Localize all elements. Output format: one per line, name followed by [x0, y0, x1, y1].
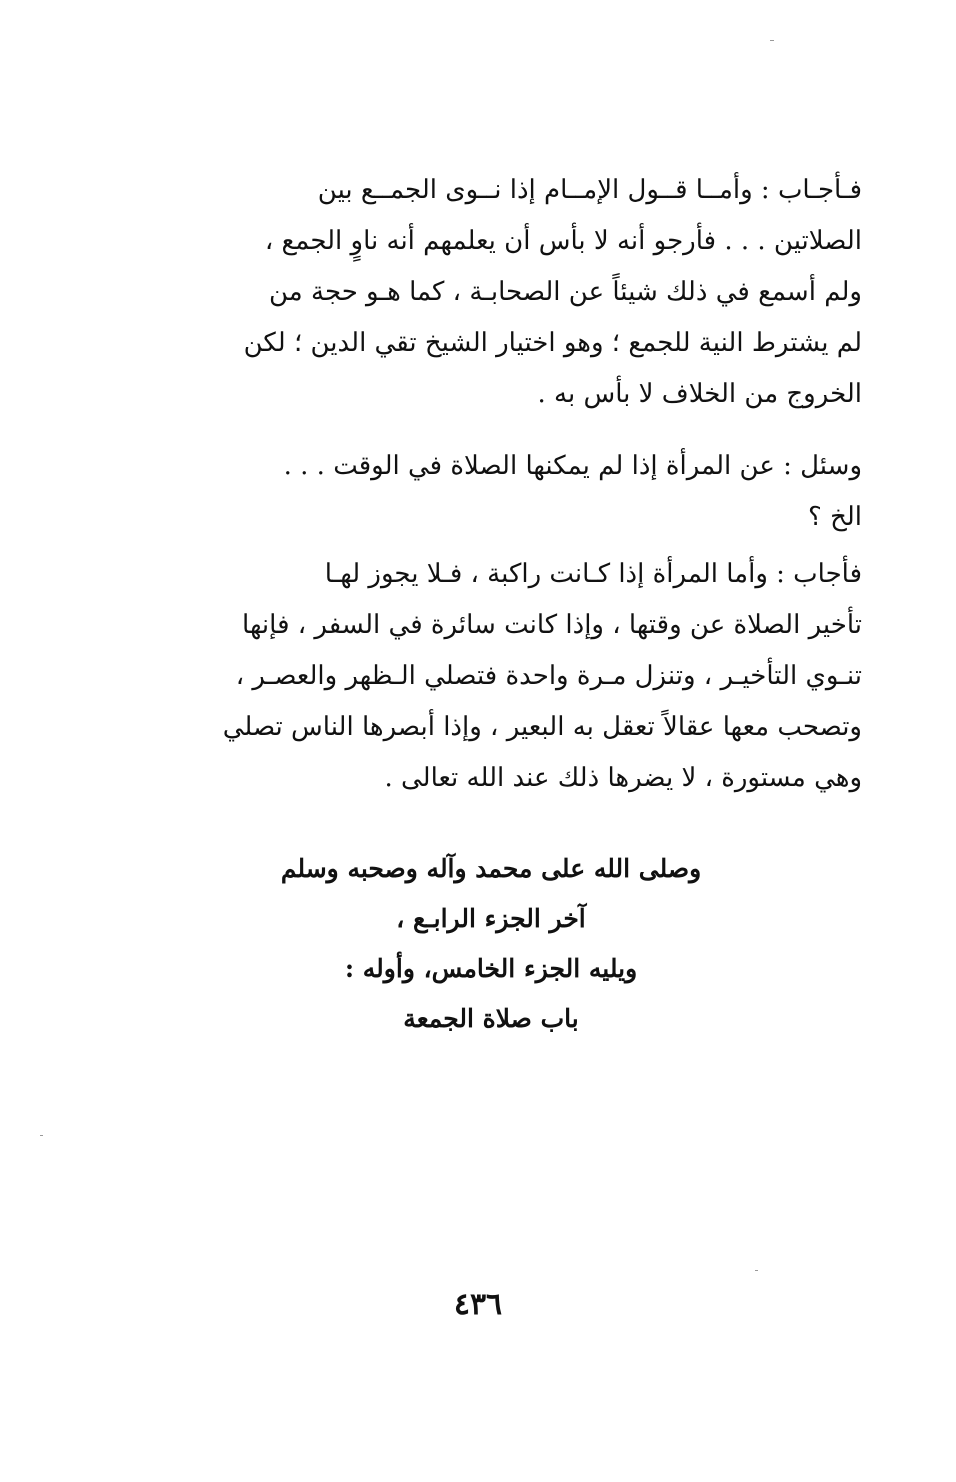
- scan-speck: [755, 1270, 758, 1271]
- text-line: الصلاتين . . . فأرجو أنه لا بأس أن يعلمهم أنه ناوٍ الجمع ،: [264, 226, 862, 256]
- text-line: وسئل : عن المرأة إذا لم يمكنها الصلاة في الوقت . . .: [283, 451, 862, 481]
- page-number: ٤٣٦: [453, 1287, 503, 1322]
- text-line: تأخير الصلاة عن وقتها ، وإذا كانت سائرة في السفر ، فإنها: [242, 610, 862, 640]
- closing-line: آخر الجزء الرابـع ،: [396, 904, 586, 933]
- text-line: فأجاب : وأما المرأة إذا كـانت راكبة ، فـلا يجوز لهـا: [324, 559, 862, 589]
- closing-block: [120, 844, 862, 1044]
- closing-line: ويليه الجزء الخامس، وأوله :: [344, 954, 638, 983]
- paragraph-answer-woman-prayer: [120, 549, 862, 804]
- closing-line: وصلى الله على محمد وآله وصحبه وسلم: [280, 854, 702, 883]
- text-line: الخروج من الخلاف لا بأس به .: [537, 379, 862, 409]
- text-line: فـأجـاب : وأمــا قــول الإمــام إذا نــوى الجمــع بين: [317, 175, 862, 205]
- text-line: وهي مستورة ، لا يضرها ذلك عند الله تعالى .: [384, 763, 862, 793]
- paragraph-question-woman-prayer: [120, 441, 862, 543]
- scan-speck: [770, 40, 774, 41]
- text-line: ولم أسمع في ذلك شيئاً عن الصحابـة ، كما هـو حجة من: [269, 277, 862, 307]
- text-line: الخ ؟: [808, 502, 862, 532]
- paragraph-answer-combining-prayers: [120, 165, 862, 420]
- text-line: تنـوي التأخيـر ، وتنزل مـرة واحدة فتصلي الـظهر والعصـر ،: [235, 661, 862, 691]
- text-line: لم يشترط النية للجمع ؛ وهو اختيار الشيخ تقي الدين ؛ لكن: [243, 328, 862, 358]
- closing-line: باب صلاة الجمعة: [403, 1004, 579, 1033]
- text-line: وتصحب معها عقالاً تعقل به البعير ، وإذا أبصرها الناس تصلي: [222, 712, 862, 742]
- scan-speck: [40, 1135, 43, 1136]
